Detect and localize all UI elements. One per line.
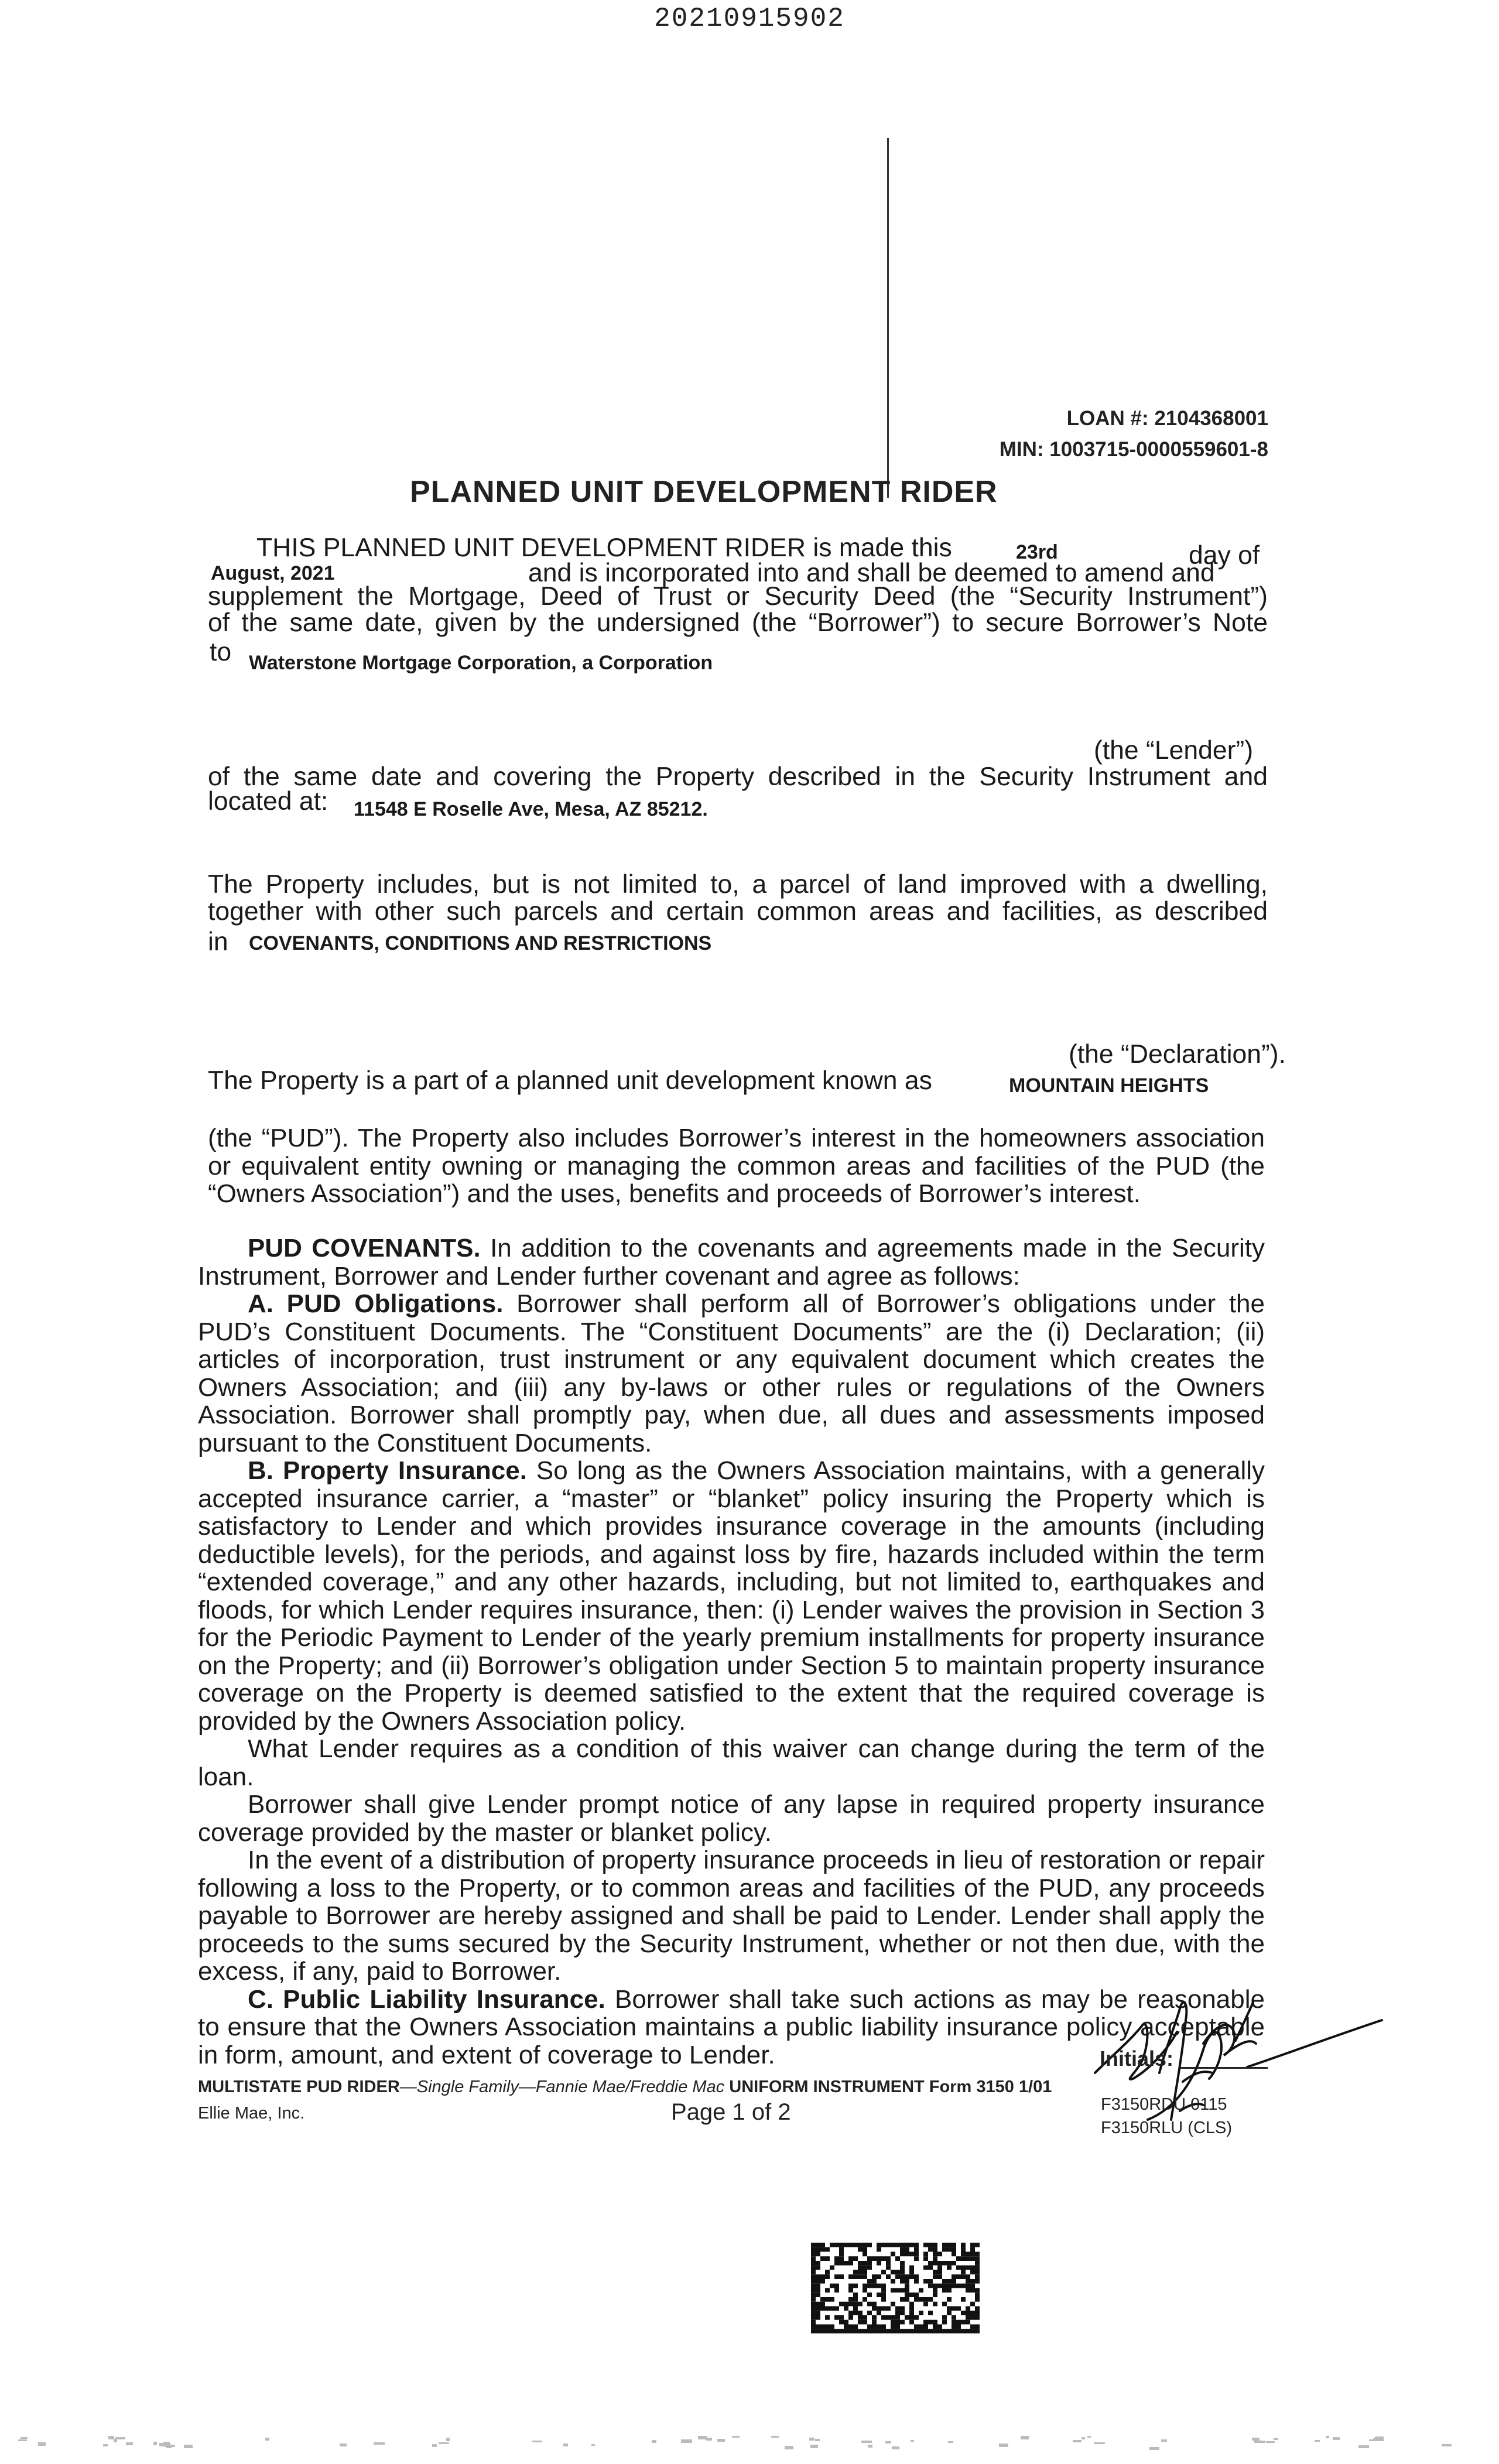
barcode-icon [810,2243,981,2333]
property-in: in [208,928,228,956]
covenant-b [198,1457,1265,1735]
covenant-a-text: Borrower shall perform all of Borrower’s obligations under the PUD’s Constituent Documents. The “Constituent Documents” are the (i) Declaration; (ii) articles of incorporation, trust instrument or any equivalent document which creates the Owners Association; and (iii) any by-laws or other rules or regulations of the Owners Association. Borrower shall promptly pay, when due, all dues and assessments imposed pursuant to the Constituent Documents. [198,1289,1265,1457]
form-code-2: F3150RLU (CLS) [1101,2119,1233,2137]
intro-line-1: THIS PLANNED UNIT DEVELOPMENT RIDER is made this [256,533,952,562]
lender-name-field: Waterstone Mortgage Corporation, a Corporation [249,652,713,674]
covenant-b-paragraph-3: Borrower shall give Lender prompt notice of any lapse in required property insurance coverage provided by the master or blanket policy. [198,1790,1265,1847]
form-id-bold: MULTISTATE PUD RIDER [198,2078,400,2096]
intro-line-2: and is incorporated into and shall be deemed to amend and [528,559,1215,587]
declaration-doc-field: COVENANTS, CONDITIONS AND RESTRICTIONS [249,932,712,954]
page-number: Page 1 of 2 [671,2099,791,2125]
covenant-b-text: So long as the Owners Association maintains, with a generally accepted insurance carrier, a “master” or “blanket” policy insuring the Property which is satisfactory to Lender and which provides insurance coverage in the amounts (including deductible levels), for the periods, and against loss by fire, hazards included within the term “extended coverage,” and any other hazards, including, but not limited to, earthquakes and floods, for which Lender requires insurance, then: (i) Lender waives the provision in Section 3 for the Periodic Payment to Lender of the yearly premium installments for property insurance on the Property; and (ii) Borrower’s obligation under Section 5 to maintain property insurance coverage on the Property is deemed satisfied to the extent that the required coverage is provided by the Owners Association policy. [198,1456,1265,1736]
pud-definition-paragraph [208,1124,1265,1208]
initials-label: Initials: [1100,2047,1174,2071]
covenant-a [198,1290,1265,1457]
intro-day-of: day of [1189,541,1260,570]
form-id-italic: —Single Family—Fannie Mae/Freddie Mac [399,2078,725,2096]
covenants-heading: PUD COVENANTS. [248,1234,481,1262]
lender-tag: (the “Lender”) [1094,736,1254,765]
covenant-b-paragraph-4: In the event of a distribution of property insurance proceeds in lieu of restoration or repair following a loss to the Property, or to common areas and facilities of the PUD, any proceeds payable to Borrower are hereby assigned and shall be paid to Lender. Lender shall apply the proceeds to the sums secured by the Security Instrument, whether or not then due, with the excess, if any, paid to Borrower. [198,1846,1265,1986]
property-line-2: together with other such parcels and certain common areas and facilities, as described [208,897,1268,926]
intro-line-3: supplement the Mortgage, Deed of Trust or Security Deed (the “Security Instrument”) [208,582,1268,611]
month-year-field: August, 2021 [211,562,335,584]
form-identifier [198,2078,1052,2097]
intro-to: to [210,638,232,666]
intro-line-6: of the same date and covering the Property described in the Security Instrument and [208,762,1268,791]
covenant-c-label: C. Public Liability Insurance. [248,1984,605,2014]
intro-located-at: located at: [208,787,328,816]
property-line-1: The Property includes, but is not limited to, a parcel of land improved with a dwelling, [208,870,1268,899]
pud-intro: The Property is a part of a planned unit development known as [208,1066,932,1095]
document-title: PLANNED UNIT DEVELOPMENT RIDER [410,475,998,509]
covenants-intro-text: In addition to the covenants and agreements made in the Security Instrument, Borrower and Lender further covenant and agree as follows: [198,1234,1265,1291]
form-code-1: F3150RDU 0115 [1101,2095,1227,2114]
covenant-c-text: Borrower shall take such actions as may be reasonable to ensure that the Owners Association maintains a public liability insurance policy acceptable in form, amount, and extent of coverage to Lender. [198,1984,1265,2069]
declaration-tag: (the “Declaration”). [1069,1040,1286,1069]
loan-number: LOAN #: 2104368001 [1066,407,1268,430]
pud-definition-text: (the “PUD”). The Property also includes Borrower’s interest in the homeowners association or equivalent entity owning or managing the common areas and facilities of the PUD (the “Owners Association”) and the uses, benefits and proceeds of Borrower’s interest. [208,1124,1265,1208]
initials-line [1180,2067,1268,2069]
pud-name-field: MOUNTAIN HEIGHTS [1009,1074,1209,1097]
recording-number: 20210915902 [654,4,845,34]
scan-noise-border [0,2436,1499,2453]
form-id-bold-2: UNIFORM INSTRUMENT Form 3150 1/01 [729,2078,1052,2096]
day-field: 23rd [1016,541,1058,563]
min-number: MIN: 1003715-0000559601-8 [999,438,1268,461]
intro-line-4: of the same date, given by the undersigned (the “Borrower”) to secure Borrower’s Note [208,608,1268,637]
covenant-b-paragraph-2: What Lender requires as a condition of this waiver can change during the term of the loan. [198,1734,1265,1791]
covenants-intro [198,1234,1265,1290]
covenant-a-label: A. PUD Obligations. [248,1289,504,1318]
covenant-b-label: B. Property Insurance. [248,1456,527,1485]
property-address-field: 11548 E Roselle Ave, Mesa, AZ 85212. [354,798,708,820]
covenants-section [198,1234,1265,2069]
vendor: Ellie Mae, Inc. [198,2104,305,2123]
